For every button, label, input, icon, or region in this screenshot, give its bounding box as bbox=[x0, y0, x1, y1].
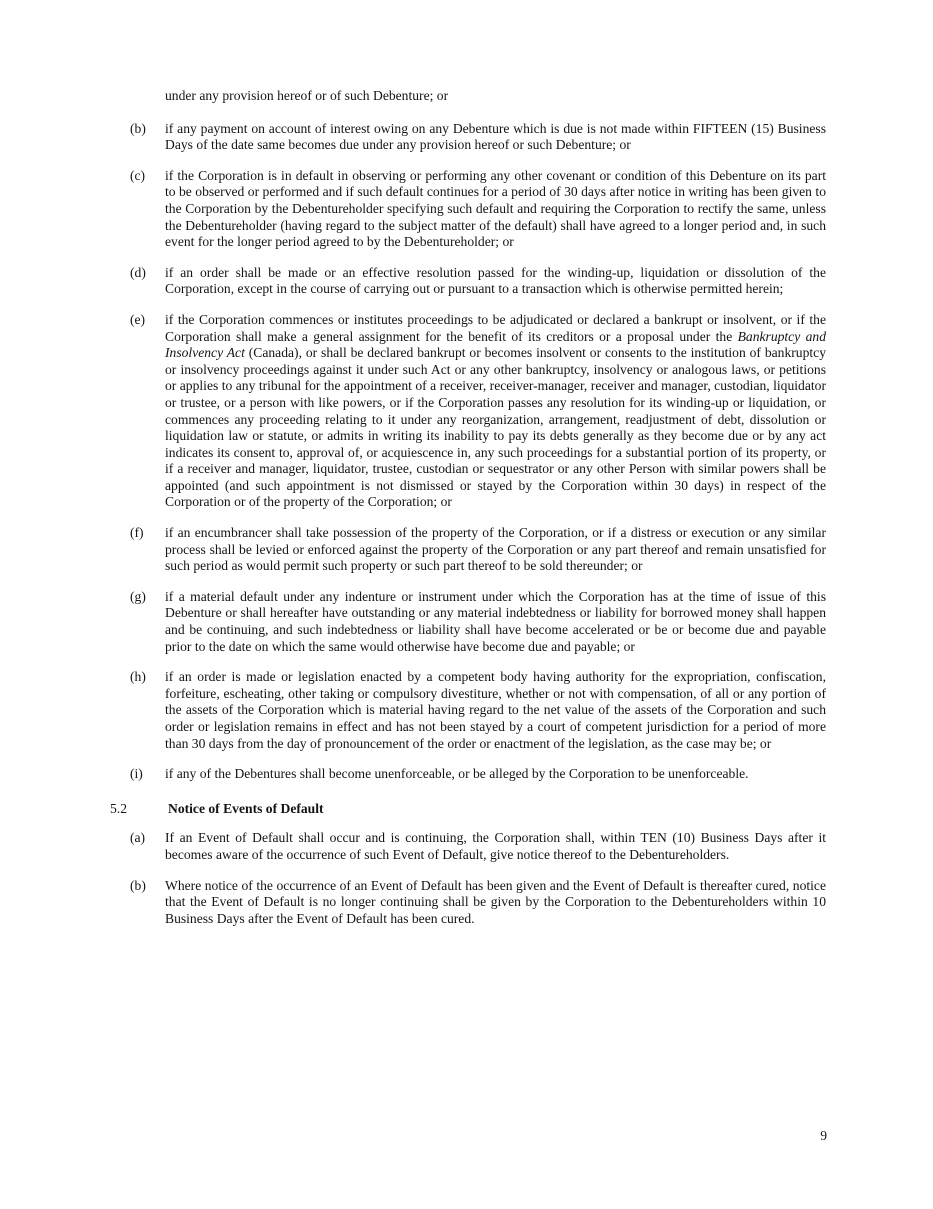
event-item-c bbox=[130, 168, 826, 251]
item-text bbox=[165, 312, 826, 511]
statute-name-italic: Bankruptcy and Insolvency Act bbox=[165, 328, 826, 361]
item-text: if a material default under any indenture or instrument under which the Corporation has at the time of issue of this Debenture or shall hereafter have outstanding or any material indebtedness or liability for borrowed money shall happen and be continuing, and such indebtedness or liability shall have become accelerated or be or become due and payable prior to the date on which the same would otherwise have become due and payable; or bbox=[165, 588, 826, 654]
section-heading-5-2 bbox=[110, 801, 826, 818]
item-text: if the Corporation is in default in observing or performing any other covenant or condition of this Debenture on its part to be observed or performed and if such default continues for a period of 30 days after notice in writing has been given to the Corporation by the Debentureholder specifying such default and requiring the Corporation to rectify the same, unless the Debentureholder (having regard to the subject matter of the default) shall have agreed to a longer period and, in such event for the longer period agreed to by the Debentureholder; or bbox=[165, 167, 826, 250]
item-label: (g) bbox=[130, 588, 146, 604]
item-label: (a) bbox=[130, 830, 146, 846]
item-text: if an order is made or legislation enacted by a competent body having authority for the expropriation, confiscation, forfeiture, escheating, other taking or compulsory divestiture, whether or not with compensation, of all or any portion of the assets of the Corporation which is material having regard to the net value of the assets of the Corporation and such order or legislation remains in effect and has not been stayed by a court of competent jurisdiction for a period of more than 30 days from the day of pronouncement of the order or enactment of the legislation, as the case may be; or bbox=[165, 669, 826, 751]
item-label: (d) bbox=[130, 264, 146, 280]
section-number: 5.2 bbox=[110, 800, 127, 816]
event-item-b bbox=[130, 121, 826, 154]
page-number: 9 bbox=[820, 1128, 827, 1143]
event-item-d bbox=[130, 265, 826, 298]
item-text: if an encumbrancer shall take possession of the property of the Corporation, or if a distress or execution or any similar process shall be levied or enforced against the property of the Corporation or any part thereof and remain unsatisfied for such period as would permit such property or such part thereof to be sold thereunder; or bbox=[165, 525, 826, 574]
event-item-f bbox=[130, 525, 826, 575]
item-text: Where notice of the occurrence of an Event of Default has been given and the Event of Default is thereafter cured, notice that the Event of Default is no longer continuing shall be given by the Corporation to the Debentureholders within 10 Business Days after the Event of Default has been cured. bbox=[165, 877, 826, 926]
item-text-segment: (Canada), or shall be declared bankrupt or becomes insolvent or consents to the institution of bankruptcy or insolvency proceedings against it under such Act or any other bankruptcy, insolvency or analogous laws, or petitions or applies to any tribunal for the appointment of a receiver, receiver-manager, receiver and manager, custodian, liquidator or trustee, or a person with like powers, or if the Corporation passes any resolution for its winding-up or liquidation, or commences any proceeding relating to it under any reorganization, arrangement, readjustment of debt, dissolution or liquidation law or statute, or admits in writing its inability to pay its debts generally as they become due or by any act indicates its consent to, approval of, or acquiescence in, any such proceedings for a substantial portion of its property, or if a receiver and manager, liquidator, trustee, custodian or sequestrator or any other Person with similar powers shall be appointed (and such appointment is not dismissed or stayed by the Corporation within 30 days) in respect of the Corporation or of the property of the Corporation; or bbox=[165, 345, 826, 510]
item-label: (e) bbox=[130, 311, 146, 327]
item-label: (h) bbox=[130, 669, 146, 685]
notice-item-a bbox=[130, 830, 826, 863]
event-item-h bbox=[130, 669, 826, 752]
event-item-e bbox=[130, 312, 826, 511]
item-label: (b) bbox=[130, 877, 146, 893]
item-text-segment: if the Corporation commences or institutes proceedings to be adjudicated or declared a bankrupt or insolvent, or if the Corporation shall make a general assignment for the benefit of its creditors or a proposal under the bbox=[165, 311, 826, 344]
item-label: (c) bbox=[130, 167, 146, 183]
page-content bbox=[110, 88, 826, 941]
item-label: (b) bbox=[130, 120, 146, 136]
item-text: if an order shall be made or an effective resolution passed for the winding-up, liquidation or dissolution of the Corporation, except in the course of carrying out or pursuant to a transaction which is otherwise permitted herein; bbox=[165, 264, 826, 297]
item-label: (f) bbox=[130, 525, 144, 541]
item-label: (i) bbox=[130, 766, 143, 782]
event-item-i bbox=[130, 766, 826, 783]
item-text: if any of the Debentures shall become unenforceable, or be alleged by the Corporation to be unenforceable. bbox=[165, 766, 749, 782]
continuation-text: under any provision hereof or of such Debenture; or bbox=[165, 88, 449, 103]
notice-item-b bbox=[130, 878, 826, 928]
event-item-g bbox=[130, 589, 826, 655]
item-text: if any payment on account of interest owing on any Debenture which is due is not made within FIFTEEN (15) Business Days of the date same becomes due under any provision hereof or such Debenture; or bbox=[165, 120, 826, 153]
section-title: Notice of Events of Default bbox=[168, 800, 324, 816]
item-text: If an Event of Default shall occur and is continuing, the Corporation shall, within TEN (10) Business Days after it becomes aware of the occurrence of such Event of Default, give notice thereof to the Debentureholders. bbox=[165, 830, 826, 862]
